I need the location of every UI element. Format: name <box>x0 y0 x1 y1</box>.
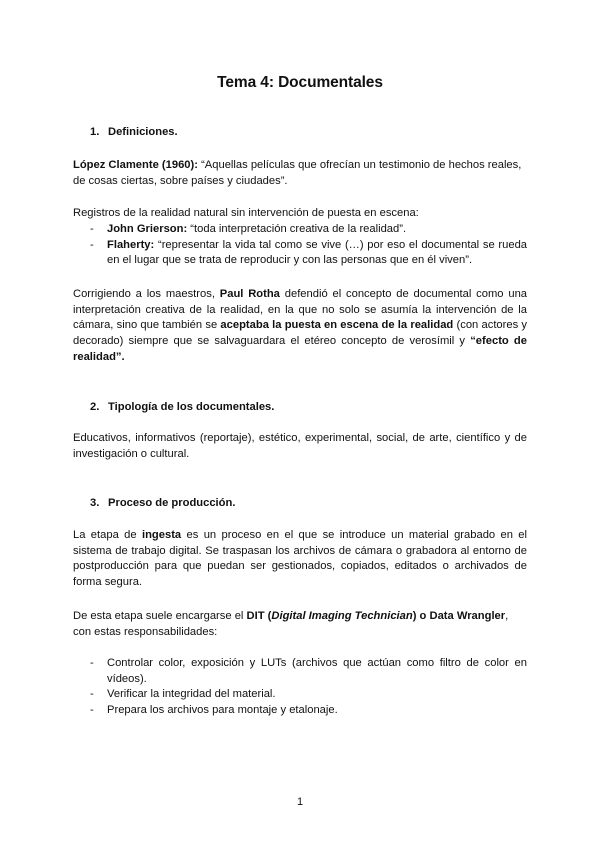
dit-term <box>247 610 506 622</box>
section-3-heading <box>90 497 235 509</box>
section-3-number: 3. <box>90 497 100 509</box>
section-1-heading <box>90 126 178 138</box>
rotha-paragraph <box>73 287 527 366</box>
grierson-quote: “toda interpretación creativa de la realidad”. <box>190 223 407 235</box>
list-item <box>73 687 527 703</box>
dit-bold-b: ) o Data Wrangler <box>412 610 506 622</box>
definitions-list <box>73 222 527 269</box>
section-2-heading <box>90 401 274 413</box>
document-title: Tema 4: Documentales <box>217 74 383 91</box>
rotha-text-1: Corrigiendo a los maestros, <box>73 288 215 300</box>
list-item <box>73 238 527 269</box>
responsibility-text: Verificar la integridad del material. <box>107 688 276 701</box>
ingesta-text-2: es un proceso en el que se introduce un material grabado en el sistema de trabajo digital. Se traspasan los archivos de cámara o grabadora al entorno de postproducción para que puedan ser gestionados, copiados, editados o archivados de forma segura. <box>73 529 528 589</box>
dash-bullet: - <box>90 657 94 669</box>
dash-bullet: - <box>90 704 94 717</box>
rotha-text-2: defendió el concepto de documental como una interpretación creativa de la realidad, en la que no solo se asumía la intervención de la cámara, sino que también se <box>73 288 528 332</box>
flaherty-quote: “representar la vida tal como se vive (…) por eso el documental se rueda en el lugar que se trata de reproducir y con las personas que en él viven”. <box>107 238 528 267</box>
tipologia-paragraph: Educativos, informativos (reportaje), estético, experimental, social, de arte, científico y de investigación o cultural. <box>73 432 527 460</box>
dit-text-2: , con estas responsabilidades: <box>73 610 509 638</box>
section-2-title: Tipología de los documentales. <box>108 401 275 413</box>
dit-text-1: De esta etapa suele encargarse el <box>73 610 244 622</box>
dit-italic: Digital Imaging Technician <box>271 610 413 622</box>
page-number: 1 <box>296 796 304 808</box>
dit-bold-a: DIT ( <box>246 610 272 622</box>
rotha-bold-phrase: aceptaba la puesta en escena de la realidad <box>220 319 454 332</box>
flaherty-name: Flaherty: <box>107 238 155 251</box>
lopez-clamente-label: López Clamente (1960): <box>73 159 198 171</box>
list-item <box>73 222 527 238</box>
section-2-number: 2. <box>90 401 100 413</box>
responsibilities-list <box>73 656 527 719</box>
registros-intro: Registros de la realidad natural sin intervención de puesta en escena: <box>73 207 419 219</box>
grierson-name: John Grierson: <box>107 223 188 235</box>
responsibility-text: Prepara los archivos para montaje y etalonaje. <box>107 704 338 717</box>
dash-bullet: - <box>90 223 94 235</box>
ingesta-text-1: La etapa de <box>73 529 137 541</box>
section-1-number: 1. <box>90 126 100 138</box>
section-1-title: Definiciones. <box>108 126 178 138</box>
lopez-clamente-quote: “Aquellas películas que ofrecían un testimonio de hechos reales, de cosas ciertas, sobre países y ciudades”. <box>73 159 522 187</box>
rotha-text-3: (con actores y decorado) siempre que se salvaguardara el etéreo concepto de verosímil y <box>73 319 528 348</box>
ingesta-term: ingesta <box>141 529 182 541</box>
lopez-clamente-definition <box>73 158 527 189</box>
ingesta-paragraph <box>73 528 527 591</box>
list-item <box>73 703 527 719</box>
section-3-title: Proceso de producción. <box>108 497 236 509</box>
dash-bullet: - <box>90 688 94 701</box>
rotha-name: Paul Rotha <box>219 288 280 300</box>
dash-bullet: - <box>90 238 94 251</box>
responsibility-text: Controlar color, exposición y LUTs (archivos que actúan como filtro de color en vídeos). <box>107 657 527 685</box>
dit-paragraph <box>73 609 527 640</box>
list-item <box>73 656 527 687</box>
rotha-efecto-realidad: “efecto de realidad”. <box>73 335 527 363</box>
